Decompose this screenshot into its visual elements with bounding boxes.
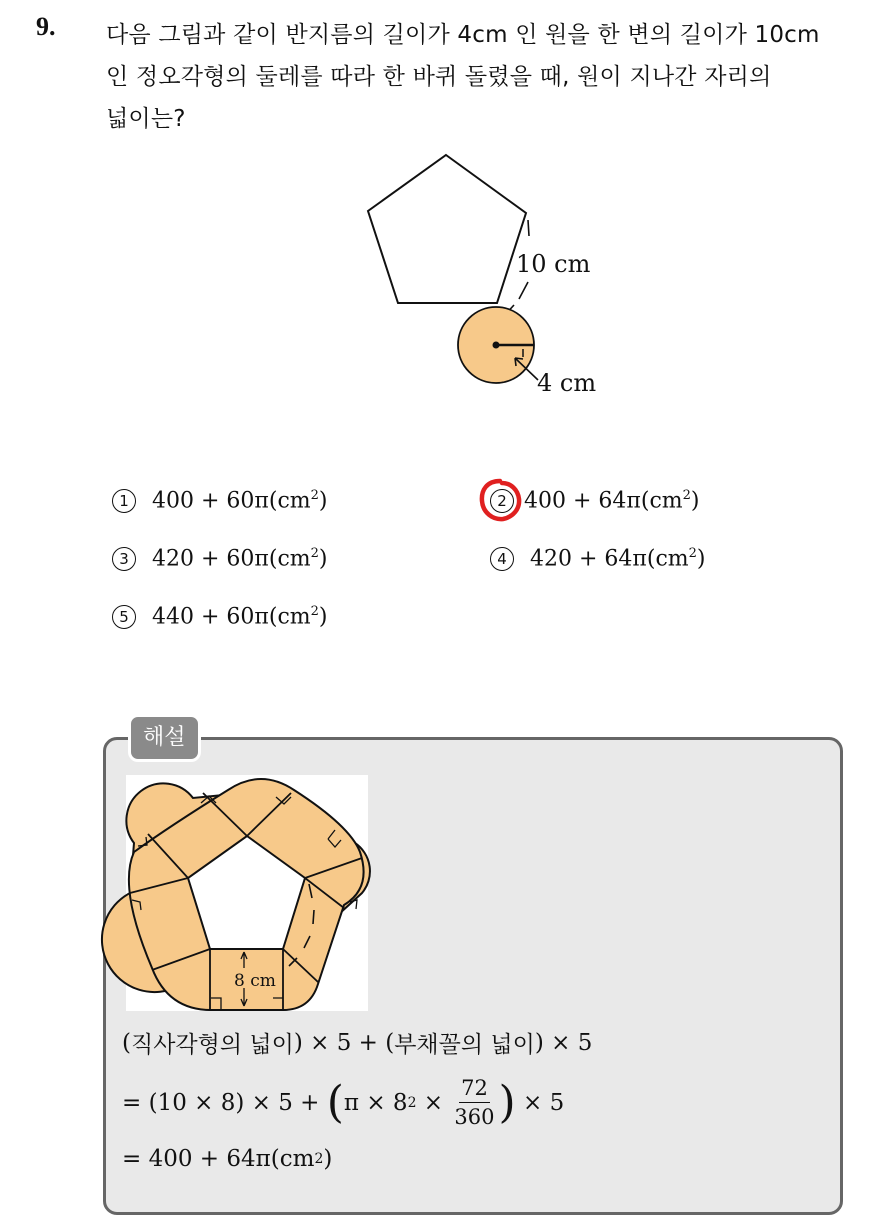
solution-tag: 해설 <box>128 714 201 762</box>
choice-number: 1 <box>112 489 136 513</box>
choice-expr: $400 + 60\pi(cm^2)$ <box>152 488 328 514</box>
question-line: 인 정오각형의 둘레를 따라 한 바퀴 돌렸을 때, 원이 지나간 자리의 <box>106 64 772 90</box>
radius-label: 4 cm <box>537 369 597 397</box>
side-label: 10 cm <box>516 250 591 278</box>
question-line: 다음 그림과 같이 반지름의 길이가 4cm 인 원을 한 변의 길이가 10cm <box>106 22 820 48</box>
choice-number: 3 <box>112 547 136 571</box>
choice-expr: $400 + 64\pi(cm^2)$ <box>524 488 700 514</box>
choice-expr: $420 + 64\pi(cm^2)$ <box>530 546 706 572</box>
height-label: 8 cm <box>234 971 276 991</box>
solution-line-3: = 400 + 64π(cm 2 ) <box>122 1146 333 1172</box>
question-number: 9. <box>36 12 56 41</box>
choice-number: 5 <box>112 605 136 629</box>
solution-line-1: ( 직사각형의 넓이 ) × 5 + ( 부채꼴의 넓이 ) × 5 <box>122 1029 593 1058</box>
choice-expr: $420 + 60\pi(cm^2)$ <box>152 546 328 572</box>
choice-number: 4 <box>490 547 514 571</box>
question-line: 넓이는? <box>106 106 186 132</box>
solution-line-2: = (10 × 8) × 5 + ( π × 8 2 × $\frac{72}{360}$ ) × 5 <box>122 1076 565 1129</box>
choice-number: 2 <box>490 489 514 513</box>
fraction: $\frac{72}{360}$ <box>454 1076 495 1129</box>
choice-expr: $440 + 60\pi(cm^2)$ <box>152 604 328 630</box>
